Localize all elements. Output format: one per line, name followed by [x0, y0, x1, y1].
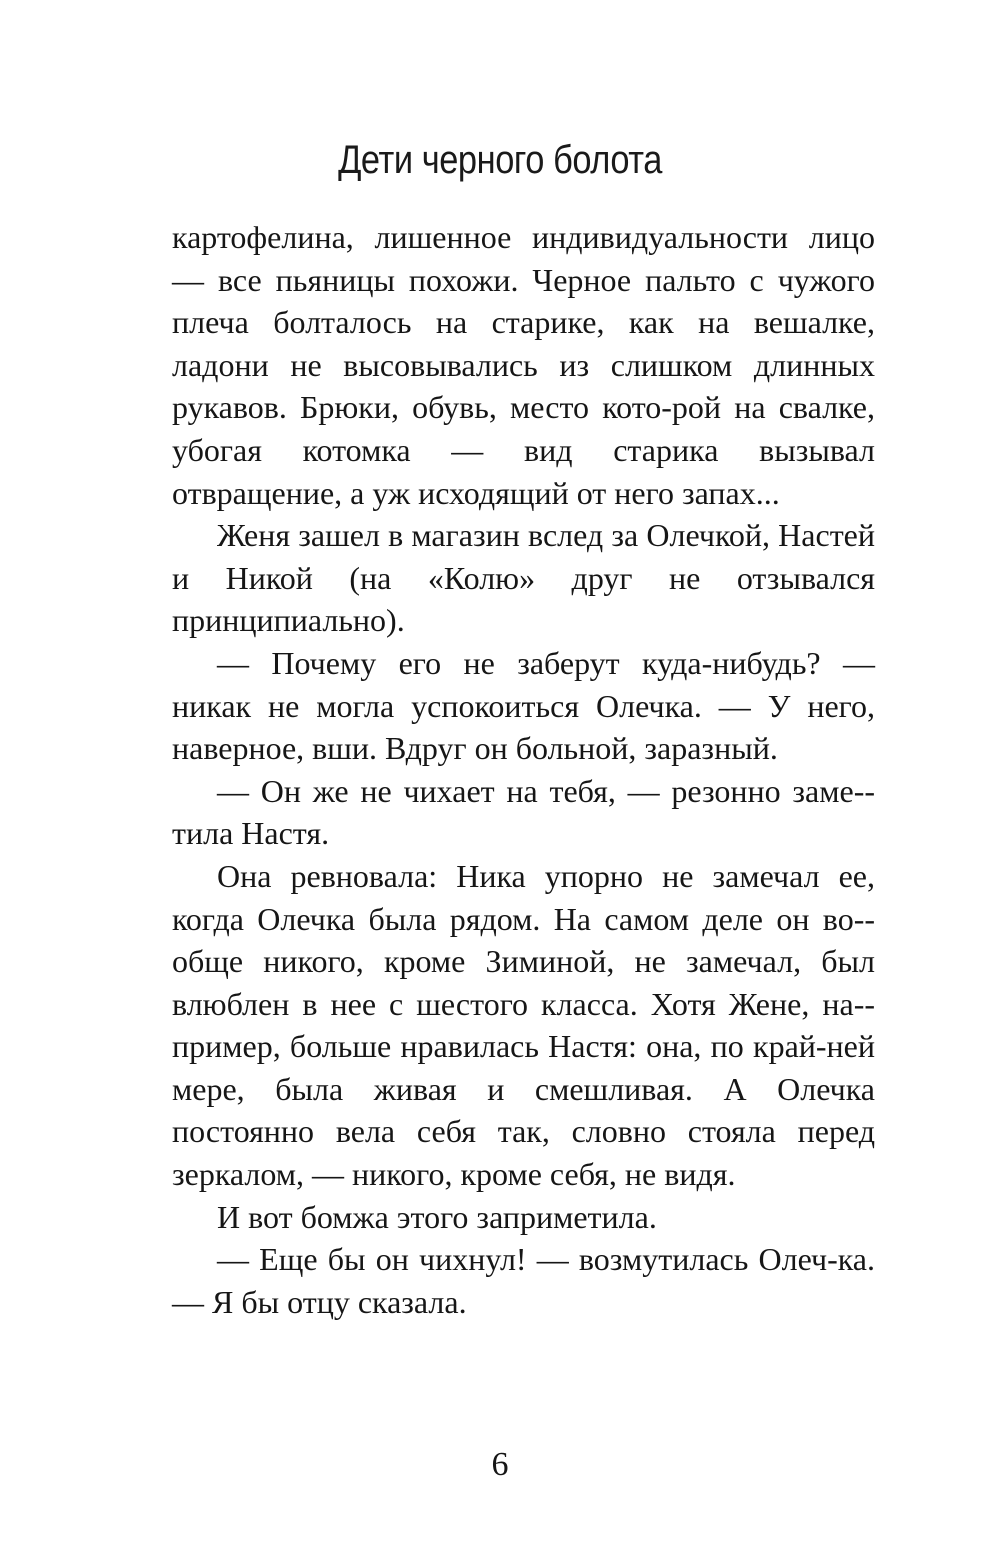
dialogue-paragraph: — Он же не чихает на тебя, — резонно заме-тила Настя.: [172, 772, 875, 852]
dialogue-paragraph: — Почему его не заберут куда-нибудь? — никак не могла успокоиться Олечка. — У него, наверное, вши. Вдруг он больной, заразный.: [172, 644, 875, 767]
paragraph: Она ревновала: Ника упорно не замечал ее, когда Олечка была рядом. На самом деле он во-обще никого, кроме Зиминой, не замечал, был влюблен в нее с шестого класса. Хотя Жене, на-пример, больше нравилась Настя: она, по край-ней мере, была живая и смешливая. А Олечка постоянно вела себя так, словно стояла перед зеркалом, — никого, кроме себя, не видя.: [172, 857, 875, 1193]
body-text: [172, 216, 875, 1323]
running-head-title: Дети черного болота: [338, 138, 662, 182]
dialogue-paragraph: — Еще бы он чихнул! — возмутилась Олеч-ка. — Я бы отцу сказала.: [172, 1241, 875, 1320]
paragraph: И вот бомжа этого заприметила.: [217, 1198, 657, 1235]
paragraph: картофелина, лишенное индивидуальности лицо — все пьяницы похожи. Черное пальто с чужого плеча болталось на старике, как на вешалке, ладони не высовывались из слишком длинных рукавов. Брюки, обувь, место кото-рой на свалке, убогая котомка — вид старика вызывал отвращение, а уж исходящий от него запах...: [172, 219, 875, 511]
paragraph: Женя зашел в магазин вслед за Олечкой, Настей и Никой (на «Колю» друг не отзывался принципиально).: [172, 517, 875, 639]
page-number: 6: [491, 1446, 509, 1483]
